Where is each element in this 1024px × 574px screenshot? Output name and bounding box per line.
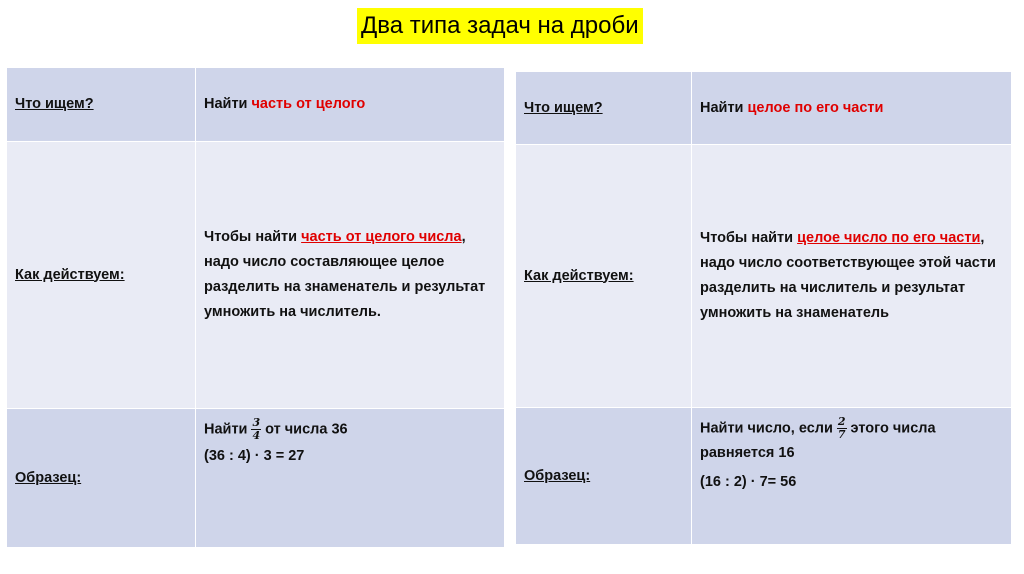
row-label: Что ищем? (7, 68, 196, 142)
table-row (7, 142, 505, 409)
table-row (7, 409, 505, 548)
table-row (7, 68, 505, 142)
right-table (515, 71, 1012, 545)
row-content: Найти целое по его части (692, 72, 1012, 145)
row-label: Образец: (516, 408, 692, 545)
fraction: $\frac{3}{4}$ (252, 416, 261, 442)
row-content: Найти число, если $\frac{2}{7}$ этого числа равняется 16 (16 : 2) · 7= 56 (692, 408, 1012, 545)
table-row (516, 408, 1012, 545)
fraction: $\frac{2}{7}$ (837, 415, 846, 441)
row-label: Как действуем: (7, 142, 196, 409)
row-content: Найти часть от целого (196, 68, 505, 142)
slide-title: Два типа задач на дроби (357, 8, 643, 44)
row-content: Чтобы найти целое число по его части, надо число соответствующее этой части разделить на числитель и результат умножить на знаменатель (692, 145, 1012, 408)
row-content: Чтобы найти часть от целого числа, надо число составляющее целое разделить на знаменатель и результат умножить на числитель. (196, 142, 505, 409)
left-table (6, 67, 505, 548)
row-content: Найти $\frac{3}{4}$ от числа 36 (36 : 4) · 3 = 27 (196, 409, 505, 548)
table-row (516, 72, 1012, 145)
row-label: Как действуем: (516, 145, 692, 408)
row-label: Образец: (7, 409, 196, 548)
table-row (516, 145, 1012, 408)
row-label: Что ищем? (516, 72, 692, 145)
